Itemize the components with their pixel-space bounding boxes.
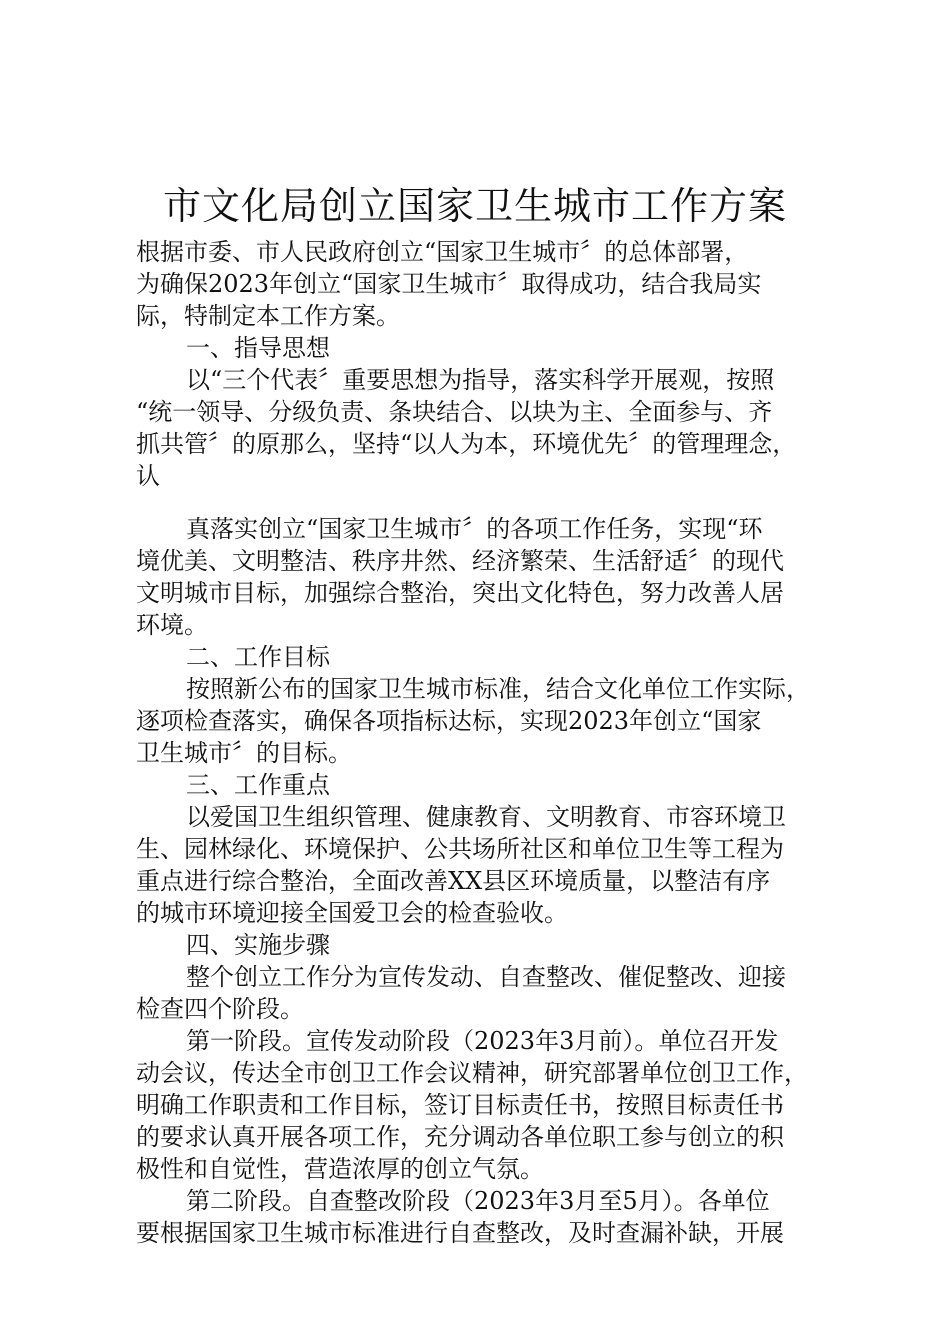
text-line: 的要求认真开展各项工作，充分调动各单位职工参与创立的积 <box>136 1123 784 1151</box>
document-body <box>136 236 836 1249</box>
text-line: 以爱国卫生组织管理、健康教育、文明教育、市容环境卫 <box>186 803 786 831</box>
section-heading: 三、工作重点 <box>186 771 330 799</box>
text-line: 重点进行综合整治，全面改善XX县区环境质量，以整洁有序 <box>136 867 771 895</box>
section-heading: 一、指导思想 <box>186 334 330 362</box>
text-line: 要根据国家卫生城市标准进行自查整改，及时查漏补缺，开展 <box>136 1219 784 1247</box>
text-line: 第一阶段。宣传发动阶段（2023年3月前）。单位召开发 <box>186 1027 779 1055</box>
text-line: 文明城市目标，加强综合整治，突出文化特色，努力改善人居 <box>136 579 784 607</box>
text-line: 环境。 <box>136 611 208 639</box>
text-line: 动会议，传达全市创卫工作会议精神，研究部署单位创卫工作， <box>136 1059 808 1087</box>
text-line: 整个创立工作分为宣传发动、自查整改、催促整改、迎接 <box>186 963 786 991</box>
text-line: 检查四个阶段。 <box>136 995 304 1023</box>
text-line: 明确工作职责和工作目标，签订目标责任书，按照目标责任书 <box>136 1091 784 1119</box>
text-line: “统一领导、分级负责、条块结合、以块为主、全面参与、齐 <box>136 398 773 426</box>
text-line: 按照新公布的国家卫生城市标准，结合文化单位工作实际， <box>186 675 810 703</box>
text-line: 极性和自觉性，营造浓厚的创立气氛。 <box>136 1155 544 1183</box>
text-line: 抓共管〞的原那么，坚持“以人为本，环境优先〞的管理理念， <box>136 430 797 458</box>
text-line: 生、园林绿化、环境保护、公共场所社区和单位卫生等工程为 <box>136 835 784 863</box>
text-line: 境优美、文明整洁、秩序井然、经济繁荣、生活舒适〞的现代 <box>136 547 784 575</box>
text-line: 的城市环境迎接全国爱卫会的检查验收。 <box>136 899 568 927</box>
text-line: 第二阶段。自查整改阶段（2023年3月至5月）。各单位 <box>186 1187 770 1215</box>
text-line: 逐项检查落实，确保各项指标达标，实现2023年创立“国家 <box>136 707 762 735</box>
section-heading: 四、实施步骤 <box>186 931 330 959</box>
document-title: 市文化局创立国家卫生城市工作方案 <box>162 184 787 228</box>
text-line: 卫生城市〞的目标。 <box>136 739 352 767</box>
section-heading: 二、工作目标 <box>186 643 330 671</box>
text-line: 根据市委、市人民政府创立“国家卫生城市〞的总体部署， <box>136 238 749 266</box>
text-line: 认 <box>136 462 160 490</box>
text-line: 为确保2023年创立“国家卫生城市〞取得成功，结合我局实 <box>136 270 762 298</box>
text-line: 以“三个代表〞重要思想为指导，落实科学开展观，按照 <box>186 366 775 394</box>
text-line: 真落实创立“国家卫生城市〞的各项工作任务，实现“环 <box>186 515 763 543</box>
text-line: 际，特制定本工作方案。 <box>136 302 400 330</box>
